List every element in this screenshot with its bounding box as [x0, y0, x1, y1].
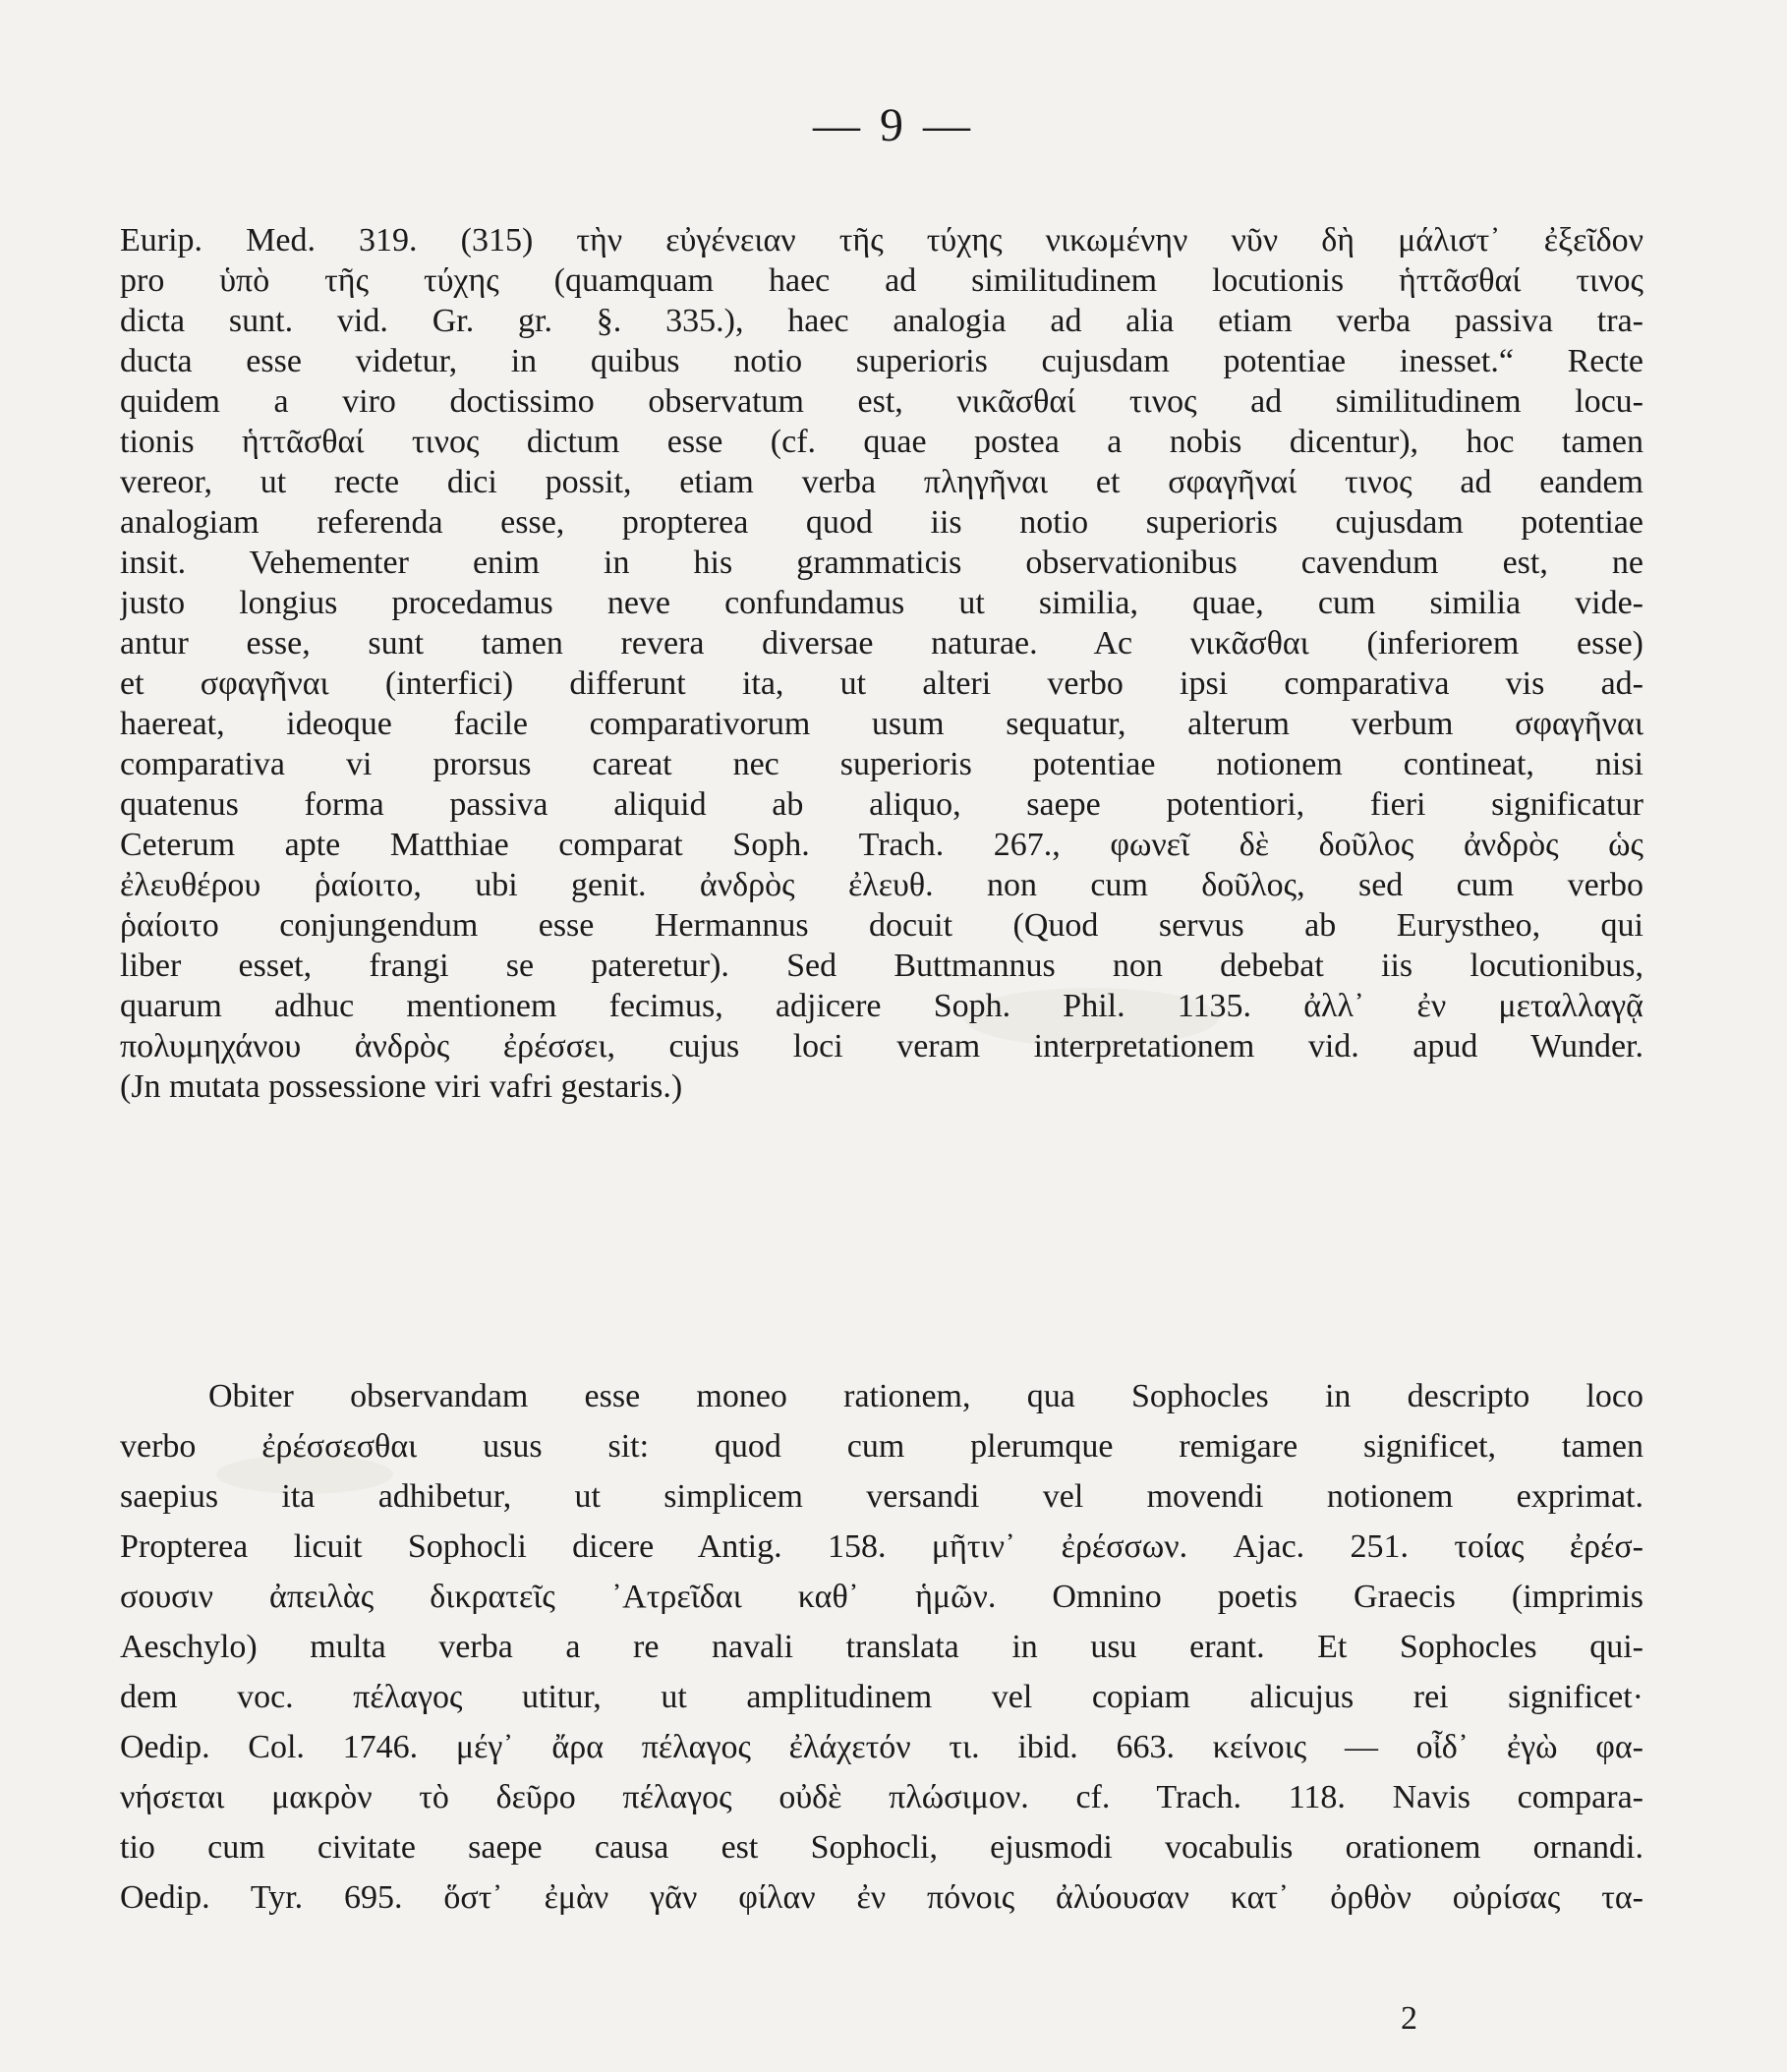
text-line: ῥαίοιτο conjungendum esse Hermannus docuit (Quod servus ab Eurystheo, qui — [120, 907, 1643, 944]
text-line: haereat, ideoque facile comparativorum usum sequatur, alterum verbum σφαγῆναι — [120, 706, 1643, 742]
text-line: analogiam referenda esse, propterea quod iis notio superioris cujusdam potentiae — [120, 504, 1643, 541]
text-line: quatenus forma passiva aliquid ab aliquo, saepe potentiori, fieri significatur — [120, 786, 1643, 823]
text-line: πολυμηχάνου ἀνδρὸς ἐρέσσει, cujus loci veram interpretationem vid. apud Wunder. — [120, 1028, 1643, 1065]
text-line: saepius ita adhibetur, ut simplicem versandi vel movendi notionem exprimat. — [120, 1478, 1643, 1515]
text-line: insit. Vehementer enim in his grammaticis observationibus cavendum est, ne — [120, 545, 1643, 581]
text-line: Oedip. Tyr. 695. ὅστ᾽ ἐμὰν γᾶν φίλαν ἐν πόνοις ἀλύουσαν κατ᾽ ὀρθὸν οὐρίσας τα- — [120, 1879, 1643, 1916]
text-line: quidem a viro doctissimo observatum est, νικᾶσθαί τινος ad similitudinem locu- — [120, 383, 1643, 420]
text-line: justo longius procedamus neve confundamus ut similia, quae, cum similia vide- — [120, 585, 1643, 621]
text-line: antur esse, sunt tamen revera diversae naturae. Ac νικᾶσθαι (inferiorem esse) — [120, 625, 1643, 662]
page-number: — 9 — — [813, 99, 974, 151]
text-line: Obiter observandam esse moneo rationem, qua Sophocles in descripto loco — [208, 1378, 1643, 1414]
text-line: et σφαγῆναι (interfici) differunt ita, ut alteri verbo ipsi comparativa vis ad- — [120, 665, 1643, 702]
text-line: tio cum civitate saepe causa est Sophocli, ejusmodi vocabulis orationem ornandi. — [120, 1829, 1643, 1866]
text-line: σουσιν ἀπειλὰς δικρατεῖς ᾽Ατρεῖδαι καθ᾽ ἡμῶν. Omnino poetis Graecis (imprimis — [120, 1579, 1643, 1615]
text-line: (Jn mutata possessione viri vafri gestaris.) — [120, 1068, 683, 1105]
text-line: νήσεται μακρὸν τὸ δεῦρο πέλαγος οὐδὲ πλώσιμον. cf. Trach. 118. Navis compara- — [120, 1779, 1643, 1815]
text-line: comparativa vi prorsus careat nec superioris potentiae notionem contineat, nisi — [120, 746, 1643, 782]
text-line: dicta sunt. vid. Gr. gr. §. 335.), haec analogia ad alia etiam verba passiva tra- — [120, 303, 1643, 339]
text-line: Ceterum apte Matthiae comparat Soph. Trach. 267., φωνεῖ δὲ δοῦλος ἀνδρὸς ὡς — [120, 827, 1643, 863]
text-line: Oedip. Col. 1746. μέγ᾽ ἄρα πέλαγος ἐλάχετόν τι. ibid. 663. κείνοις — οἶδ᾽ ἐγὼ φα- — [120, 1729, 1643, 1765]
text-line: verbo ἐρέσσεσθαι usus sit: quod cum plerumque remigare significet, tamen — [120, 1428, 1643, 1465]
text-line: dem voc. πέλαγος utitur, ut amplitudinem vel copiam alicujus rei significet· — [120, 1679, 1643, 1715]
text-line: Eurip. Med. 319. (315) τὴν εὐγένειαν τῆς τύχης νικωμένην νῦν δὴ μάλιστ᾽ ἐξεῖδον — [120, 222, 1643, 259]
text-line: liber esset, frangi se pateretur). Sed Buttmannus non debebat iis locutionibus, — [120, 948, 1643, 984]
text-line: Aeschylo) multa verba a re navali translata in usu erant. Et Sophocles qui- — [120, 1629, 1643, 1665]
text-line: tionis ἡττᾶσθαί τινος dictum esse (cf. quae postea a nobis dicentur), hoc tamen — [120, 424, 1643, 460]
text-line: pro ὑπὸ τῆς τύχης (quamquam haec ad similitudinem locutionis ἡττᾶσθαί τινος — [120, 262, 1643, 299]
text-line: ducta esse videtur, in quibus notio superioris cujusdam potentiae inesset.“ Recte — [120, 343, 1643, 379]
text-line: quarum adhuc mentionem fecimus, adjicere Soph. Phil. 1135. ἀλλ᾽ ἐν μεταλλαγᾷ — [120, 988, 1643, 1024]
text-line: vereor, ut recte dici possit, etiam verba πληγῆναι et σφαγῆναί τινος ad eandem — [120, 464, 1643, 500]
signature-mark: 2 — [1401, 2000, 1417, 2037]
text-line: ἐλευθέρου ῥαίοιτο, ubi genit. ἀνδρὸς ἐλευθ. non cum δοῦλος, sed cum verbo — [120, 867, 1643, 903]
text-line: Propterea licuit Sophocli dicere Antig. 158. μῆτιν᾽ ἐρέσσων. Ajac. 251. τοίας ἐρέσ- — [120, 1528, 1643, 1565]
